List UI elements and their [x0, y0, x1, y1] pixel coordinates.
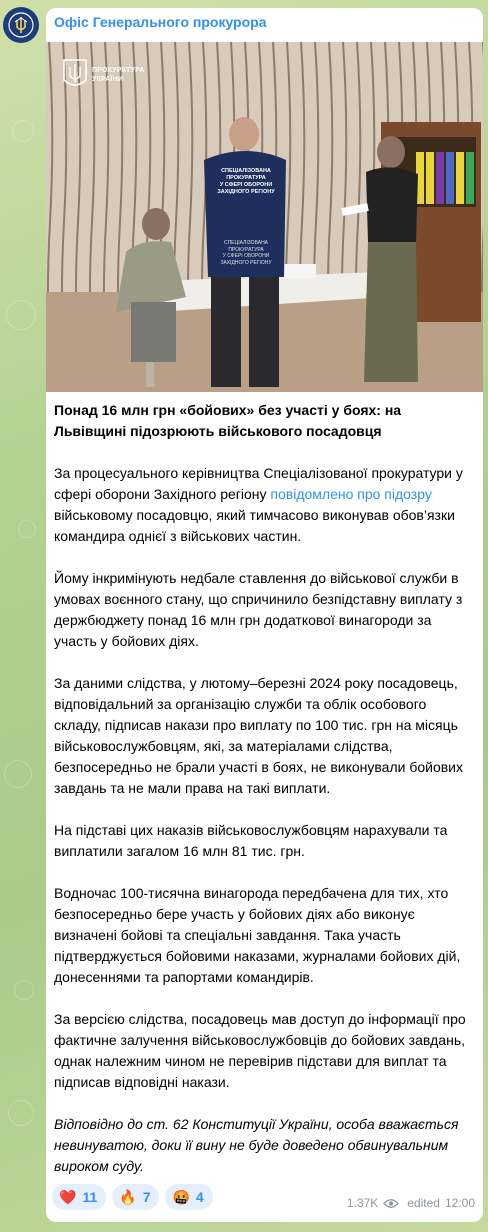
reaction-count: 7	[142, 1189, 151, 1205]
post-paragraph-1	[54, 463, 474, 547]
eye-icon	[383, 1198, 399, 1209]
message-meta	[347, 1196, 475, 1210]
fire-icon: 🔥	[119, 1188, 137, 1205]
reaction-heart[interactable]	[52, 1184, 106, 1210]
edited-label: edited	[407, 1196, 440, 1210]
reactions-bar	[52, 1184, 213, 1210]
reaction-angry[interactable]	[165, 1184, 212, 1210]
post-text-span: За процесуального керівництва Спеціалізованої прокуратури у сфері оборони Західного регіону	[54, 465, 463, 502]
reaction-count: 4	[195, 1189, 204, 1205]
heart-icon: ❤️	[59, 1188, 77, 1205]
message-time: 12:00	[444, 1196, 475, 1210]
logo-text: ПРОКУРАТУРА УКРАЇНИ	[92, 67, 145, 83]
prosecutor-emblem-icon	[8, 12, 34, 38]
suspicion-link[interactable]: повідомлено про підозру	[270, 486, 432, 502]
post-paragraph-6: За версією слідства, посадовець мав доступ до інформації про фактичне залучення військовослужбовців до бойових завдань, однак належним чином не перевірив підстави для виплат та підписав відповідні накази.	[54, 1011, 466, 1090]
prosecutor-logo	[62, 58, 145, 92]
angry-face-icon: 🤬	[172, 1188, 190, 1205]
post-disclaimer: Відповідно до ст. 62 Конституції України, особа вважається невинуватою, доки її вину не буде доведено обвинувальним вироком суду.	[54, 1116, 459, 1174]
post-paragraph-3: За даними слідства, у лютому–березні 2024 року посадовець, відповідальний за організацію служби та облік особового складу, підписав накази про виплату по 100 тис. грн на місяць військовослужбовцям, які, за матеріалами слідства, безпосередньо не брали участі в боях, не виконували бойових завдань та не мали права на такі виплати.	[54, 675, 463, 796]
views-count: 1.37K	[346, 1196, 379, 1210]
post-text-span: військовому посадовцю, який тимчасово виконував обов’язки командира однієї з військових частин.	[54, 507, 455, 544]
post-photo[interactable]	[46, 42, 483, 392]
trident-icon	[62, 58, 88, 92]
post-paragraph-5: Водночас 100-тисячна винагорода передбачена для тих, хто безпосередньо бере участь у бойових діях або виконує визначені бойові та спеціальні завдання. Така участь підтверджується бойовими наказами, журналами бойових дій, донесеннями та рапортами командирів.	[54, 885, 461, 985]
post-heading: Понад 16 млн грн «бойових» без участі у боях: на Львівщині підозрюють військового посадовця	[54, 402, 402, 439]
post-paragraph-2: Йому інкримінують недбале ставлення до військової служби в умовах воєнного стану, що спричинило безпідставну виплату з держбюджету понад 16 млн грн додаткової винагороди за участь у бойових діях.	[54, 570, 463, 649]
vest-text: СПЕЦІАЛІЗОВАНА ПРОКУРАТУРА У СФЕРІ ОБОРОНИ ЗАХІДНОГО РЕГІОНУ	[217, 168, 275, 195]
channel-name[interactable]: Офіс Генерального прокурора	[54, 14, 267, 30]
channel-avatar[interactable]	[3, 7, 39, 43]
vest-back-text: СПЕЦІАЛІЗОВАНА ПРОКУРАТУРА У СФЕРІ ОБОРОНИ ЗАХІДНОГО РЕГІОНУ	[220, 240, 272, 266]
photo-scene	[46, 42, 483, 392]
reaction-count: 11	[82, 1189, 98, 1205]
post-paragraph-4: На підставі цих наказів військовослужбовцям нарахували та виплатили загалом 16 млн 81 тис. грн.	[54, 822, 448, 859]
reaction-fire[interactable]	[112, 1184, 159, 1210]
message-bubble	[46, 8, 483, 1222]
post-text	[54, 400, 474, 1198]
